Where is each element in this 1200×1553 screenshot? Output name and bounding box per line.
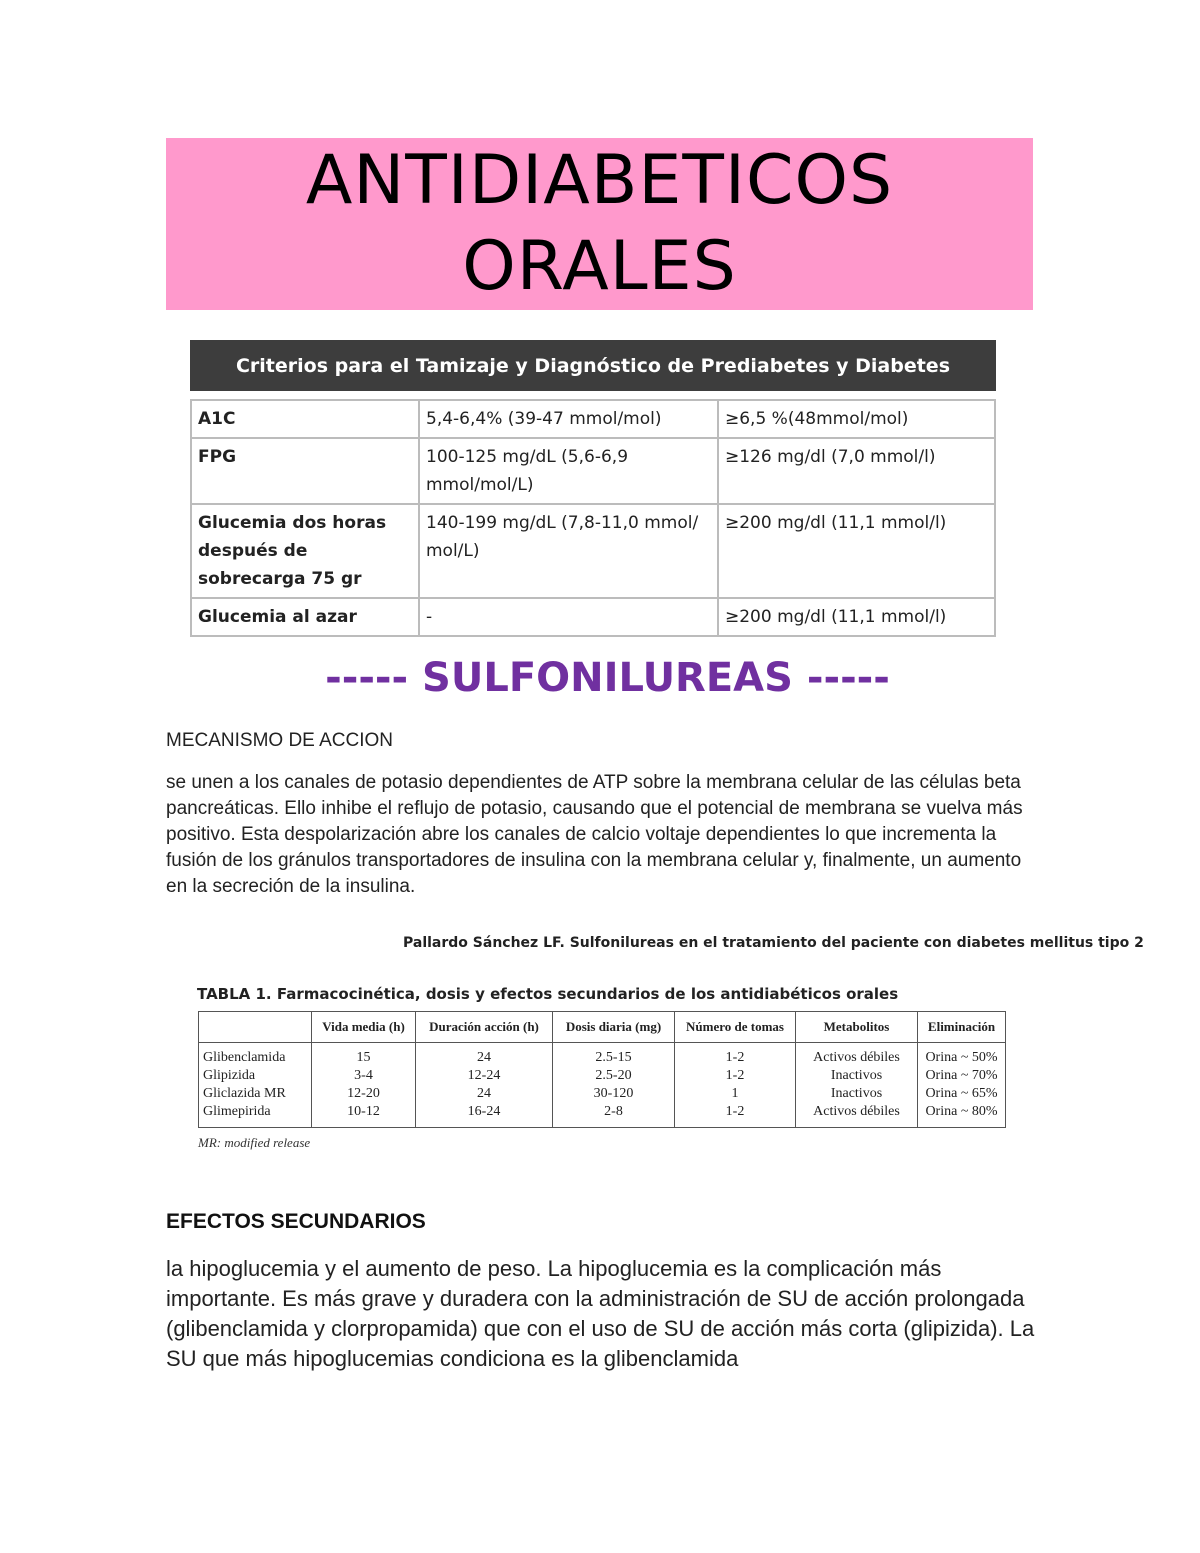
pk-table (198, 1011, 1006, 1128)
criteria-label: Glucemia dos horas después de sobrecarga 75 gr (191, 504, 419, 598)
pk-column-dose (553, 1043, 675, 1128)
citation: Pallardo Sánchez LF. Sulfonilureas en el tratamiento del paciente con diabetes mellitus tipo 2 (403, 935, 1144, 951)
pk-cell: Activos débiles (813, 1050, 900, 1065)
criteria-diabetes: ≥6,5 %(48mmol/mol) (718, 400, 995, 438)
pk-cell: 30-120 (593, 1086, 634, 1101)
title-line-2: ORALES (462, 227, 737, 306)
pk-cell: 2-8 (604, 1104, 623, 1119)
pk-header-cell: Duración acción (h) (416, 1012, 553, 1043)
criteria-label: A1C (191, 400, 419, 438)
table-row (191, 504, 995, 598)
pk-cell: Gliclazida MR (203, 1086, 286, 1101)
pk-header-cell: Metabolitos (796, 1012, 918, 1043)
pk-cell: Orina ~ 65% (925, 1086, 998, 1101)
criteria-diabetes: ≥126 mg/dl (7,0 mmol/l) (718, 438, 995, 504)
pk-table-header-row (199, 1012, 1006, 1043)
title-banner (166, 138, 1033, 310)
pk-header-cell (199, 1012, 312, 1043)
pk-column-duration (416, 1043, 553, 1128)
pk-cell: 1-2 (725, 1068, 745, 1083)
mechanism-heading: MECANISMO DE ACCION (166, 730, 393, 751)
pk-table-note: MR: modified release (198, 1135, 311, 1150)
table-row (191, 598, 995, 636)
pk-cell: Glipizida (203, 1068, 256, 1083)
pk-cell: 2.5-15 (595, 1050, 632, 1065)
pk-column-doses (675, 1043, 796, 1128)
pk-column-metabolites (796, 1043, 918, 1128)
side-effects-heading: EFECTOS SECUNDARIOS (166, 1210, 426, 1233)
pk-cell: Orina ~ 80% (925, 1104, 998, 1119)
pk-cell: Orina ~ 70% (925, 1068, 998, 1083)
pk-cell: Orina ~ 50% (925, 1050, 998, 1065)
title-line-1: ANTIDIABETICOS (305, 141, 894, 220)
pk-cell: 12-20 (347, 1086, 380, 1101)
pk-cell: 1-2 (725, 1050, 745, 1065)
criteria-diabetes: ≥200 mg/dl (11,1 mmol/l) (718, 598, 995, 636)
criteria-table-figure (190, 340, 996, 637)
pk-header-cell: Eliminación (918, 1012, 1006, 1043)
pk-cell: 24 (477, 1050, 491, 1065)
pk-cell: 1-2 (725, 1104, 745, 1119)
mechanism-paragraph: se unen a los canales de potasio dependientes de ATP sobre la membrana celular de las células beta pancreáticas. Ello inhibe el reflujo de potasio, causando que el potencial de membrana se vuelva más positivo. Esta despolarización abre los canales de calcio voltaje dependientes lo que incrementa la fusión de los gránulos transportadores de insulina con la membrana celular y, finalmente, un aumento en la secreción de la insulina. (166, 772, 1023, 897)
pk-cell: 2.5-20 (595, 1068, 632, 1083)
pk-header-cell: Dosis diaria (mg) (553, 1012, 675, 1043)
pk-cell: 10-12 (347, 1104, 380, 1119)
pk-cell: Glibenclamida (203, 1050, 286, 1065)
pk-cell: 24 (477, 1086, 491, 1101)
pk-table-body (199, 1043, 1006, 1128)
side-effects-paragraph: la hipoglucemia y el aumento de peso. La hipoglucemia es la complicación más importante. Es más grave y duradera con la administración de SU de acción prolongada (glibenclamida y clorpropamida) que con el uso de SU de acción más corta (glipizida). La SU que más hipoglucemias condiciona es la glibenclamida (166, 1256, 1035, 1371)
criteria-label: Glucemia al azar (191, 598, 419, 636)
pk-header-cell: Número de tomas (675, 1012, 796, 1043)
pk-column-half-life (312, 1043, 416, 1128)
criteria-label: FPG (191, 438, 419, 504)
criteria-prediabetes: 5,4-6,4% (39-47 mmol/mol) (419, 400, 718, 438)
pk-cell: 15 (356, 1050, 371, 1065)
table-row (191, 400, 995, 438)
pk-cell: 16-24 (467, 1104, 501, 1119)
criteria-table (190, 399, 996, 637)
criteria-prediabetes: 140-199 mg/dL (7,8-11,0 mmol/ mol/L) (419, 504, 718, 598)
pk-cell: Inactivos (830, 1086, 883, 1101)
pk-cell: Glimepirida (203, 1104, 271, 1119)
pk-table-title: TABLA 1. Farmacocinética, dosis y efectos secundarios de los antidiabéticos orales (197, 985, 899, 1003)
pk-cell: 12-24 (467, 1068, 501, 1083)
sulfonilureas-heading: ----- SULFONILUREAS ----- (325, 655, 890, 701)
pk-column-elimination (918, 1043, 1006, 1128)
criteria-prediabetes: - (419, 598, 718, 636)
pk-cell: Inactivos (830, 1068, 883, 1083)
pk-cell: 3-4 (354, 1068, 373, 1083)
table-row (191, 438, 995, 504)
criteria-table-header: Criterios para el Tamizaje y Diagnóstico de Prediabetes y Diabetes (190, 340, 996, 391)
criteria-diabetes: ≥200 mg/dl (11,1 mmol/l) (718, 504, 995, 598)
pk-header-cell: Vida media (h) (312, 1012, 416, 1043)
pk-cell: 1 (731, 1086, 739, 1101)
pk-column-drug (199, 1043, 312, 1128)
pk-cell: Activos débiles (813, 1104, 900, 1119)
criteria-prediabetes: 100-125 mg/dL (5,6-6,9 mmol/mol/L) (419, 438, 718, 504)
